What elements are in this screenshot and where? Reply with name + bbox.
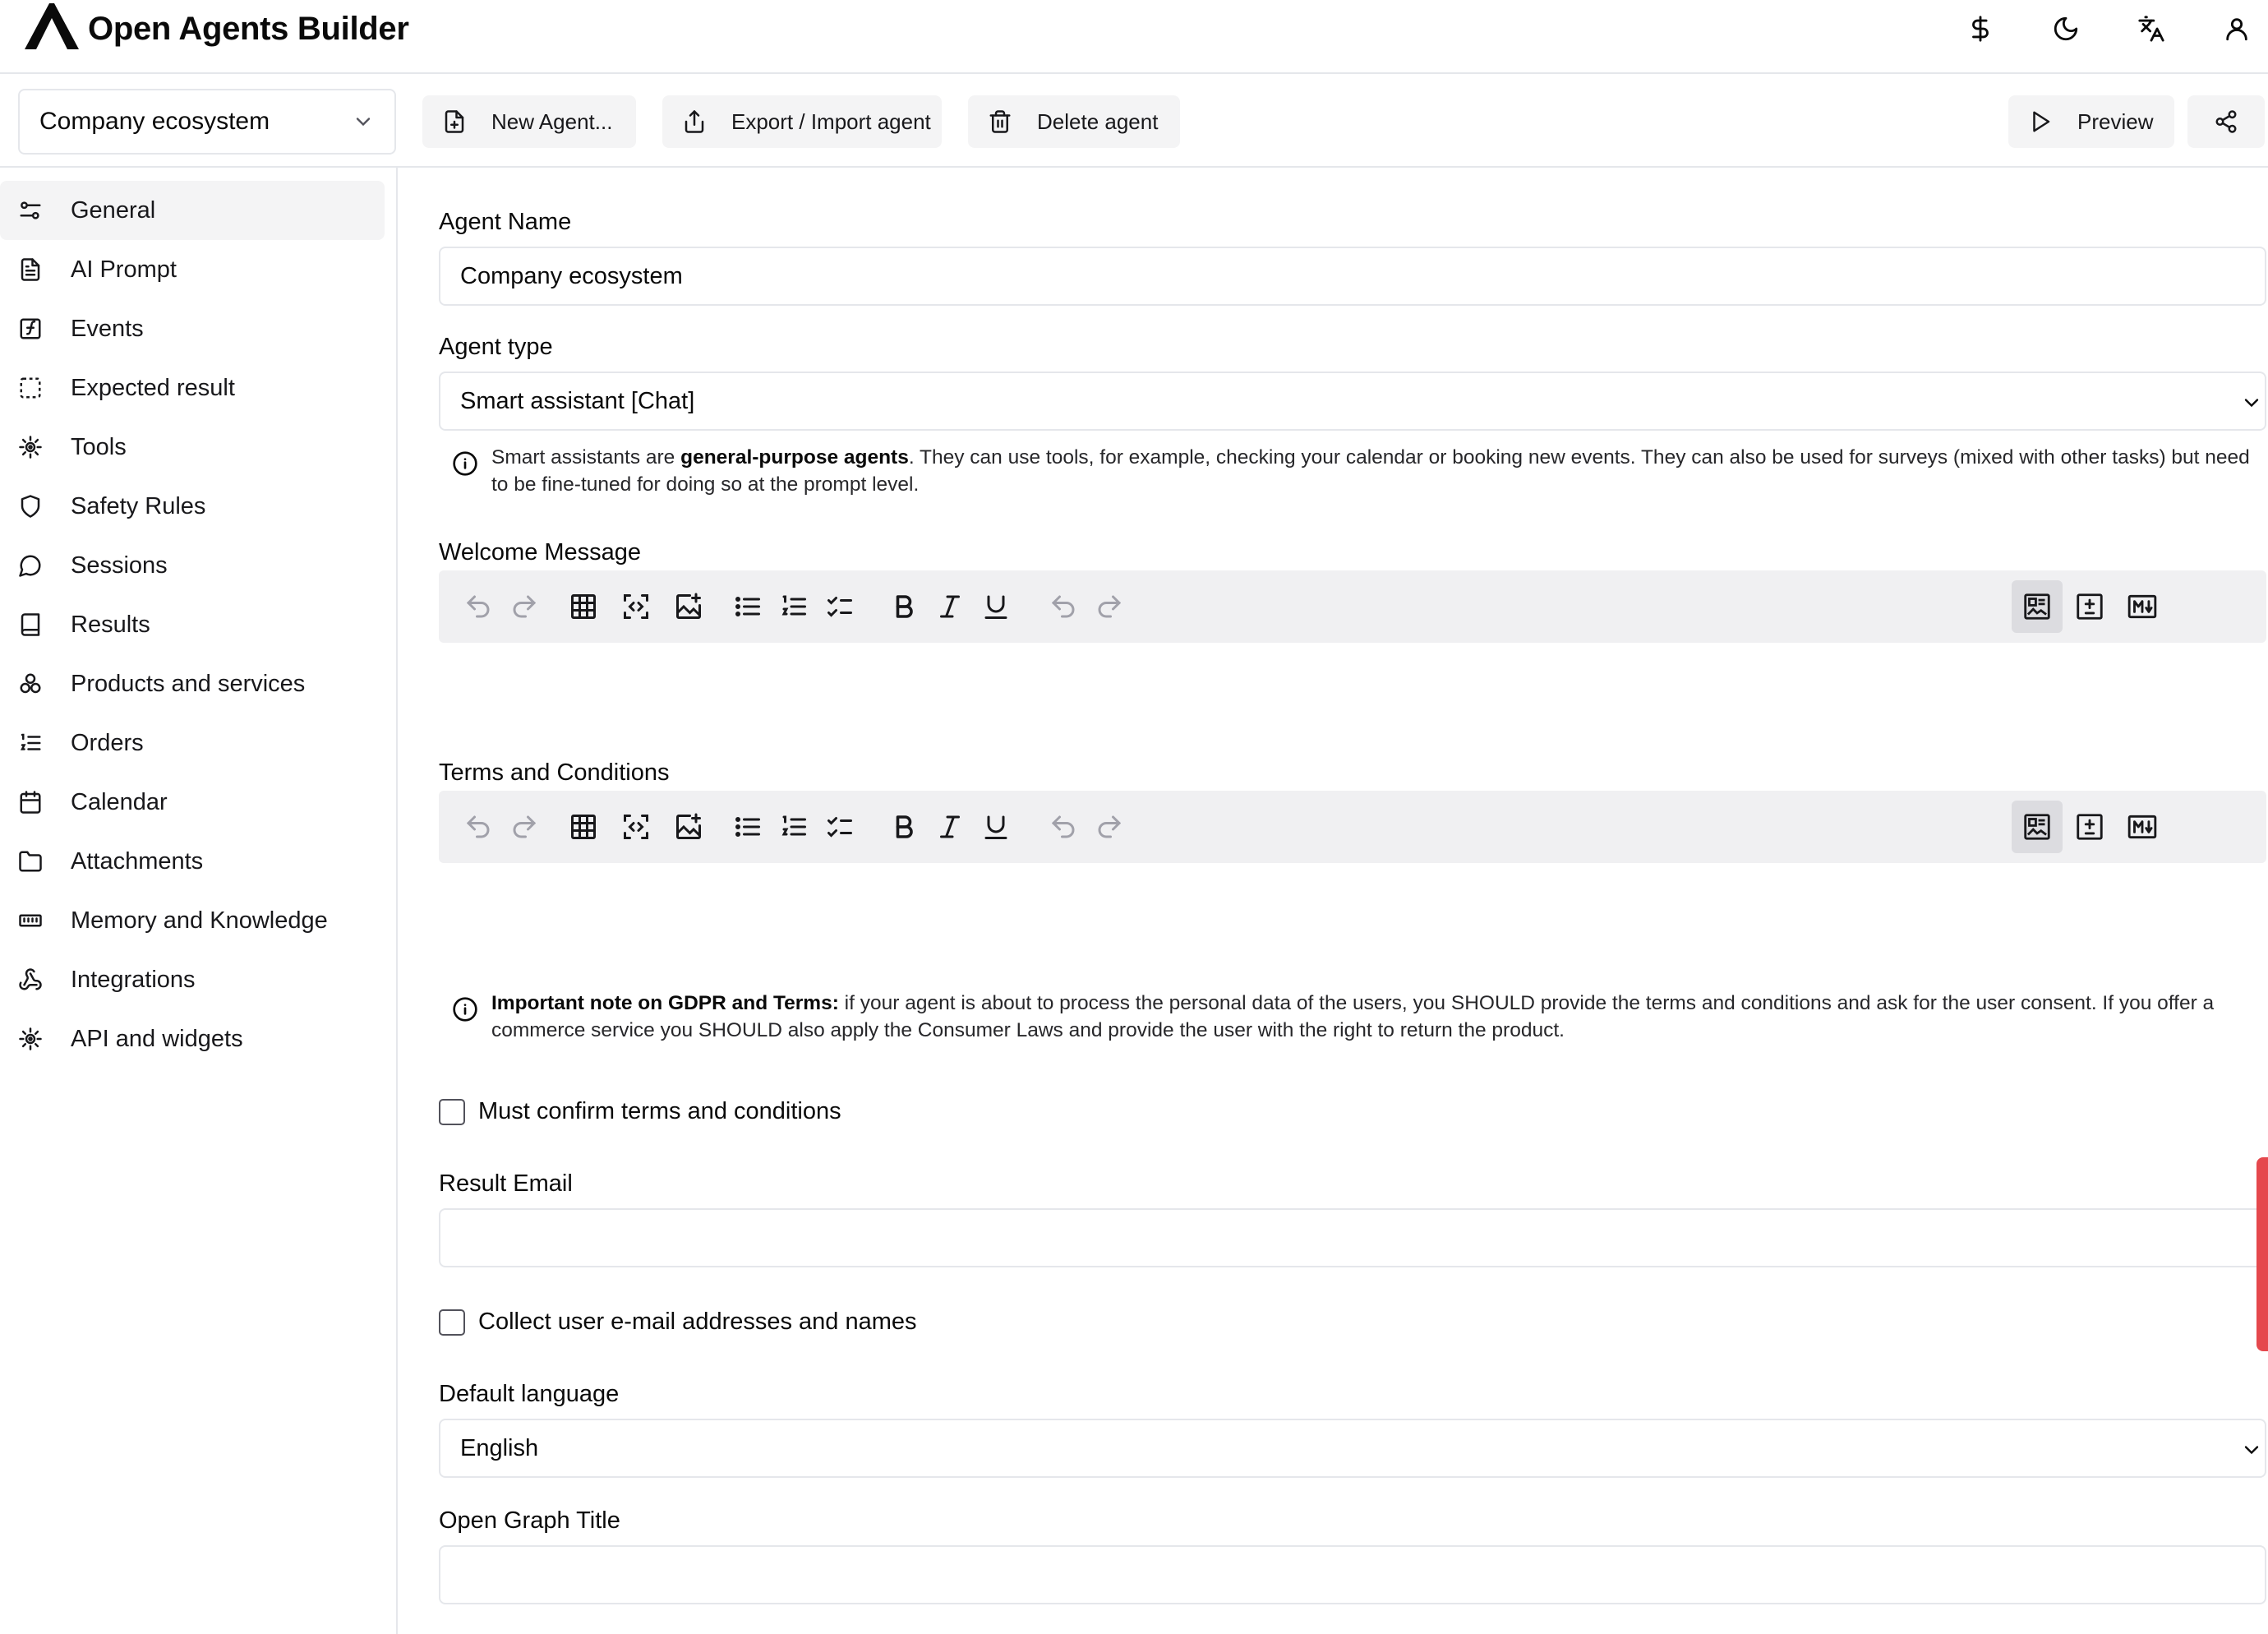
numbered-list-icon[interactable] xyxy=(776,809,812,845)
rich-text-mode-icon[interactable] xyxy=(2012,580,2063,633)
checklist-icon[interactable] xyxy=(822,589,858,625)
info-icon xyxy=(452,450,478,477)
boxes-icon xyxy=(18,672,43,696)
bullet-list-icon[interactable] xyxy=(730,589,766,625)
must-confirm-checkbox[interactable] xyxy=(439,1099,465,1125)
file-plus-icon xyxy=(442,109,467,134)
shield-icon xyxy=(18,494,43,519)
image-add-icon[interactable] xyxy=(671,809,707,845)
share-button[interactable] xyxy=(2187,95,2265,148)
export-import-button[interactable] xyxy=(662,95,942,148)
sidebar-item-calendar[interactable] xyxy=(0,773,385,832)
table-icon[interactable] xyxy=(565,809,602,845)
play-icon xyxy=(2028,109,2053,134)
calendar-icon xyxy=(18,790,43,815)
agent-type-note xyxy=(452,444,2252,498)
underline-icon[interactable] xyxy=(978,809,1014,845)
sidebar-item-label: Integrations xyxy=(71,966,196,993)
underline-icon[interactable] xyxy=(978,589,1014,625)
redo-icon[interactable] xyxy=(1091,809,1127,845)
must-confirm-terms[interactable] xyxy=(439,1098,841,1125)
sidebar-item-label: Events xyxy=(71,315,144,342)
welcome-message-label: Welcome Message xyxy=(439,539,642,565)
undo-icon[interactable] xyxy=(460,589,496,625)
chevron-down-icon xyxy=(2240,391,2263,414)
share-upload-icon xyxy=(682,109,707,134)
sidebar-item-label: Calendar xyxy=(71,788,168,815)
redo-icon[interactable] xyxy=(506,809,542,845)
preview-button[interactable] xyxy=(2008,95,2174,148)
cog-icon xyxy=(18,1027,43,1051)
sidebar-item-label: Safety Rules xyxy=(71,492,206,519)
sidebar-item-sessions[interactable] xyxy=(0,536,385,595)
chevron-down-icon xyxy=(352,110,375,133)
agent-type-label: Agent type xyxy=(439,334,553,360)
sidebar-item-label: General xyxy=(71,196,156,224)
terms-editor-toolbar xyxy=(439,791,2266,863)
diff-mode-icon[interactable] xyxy=(2064,801,2115,853)
terms-label: Terms and Conditions xyxy=(439,759,670,786)
sidebar-item-memory-and-knowledge[interactable] xyxy=(0,891,385,950)
sidebar-item-expected-result[interactable] xyxy=(0,358,385,418)
sidebar-item-label: Orders xyxy=(71,729,144,756)
agent-name-value: Company ecosystem xyxy=(460,262,683,289)
must-confirm-label: Must confirm terms and conditions xyxy=(478,1098,841,1124)
note-text: Smart assistants are xyxy=(491,446,681,469)
bullet-list-icon[interactable] xyxy=(730,809,766,845)
sidebar-item-label: Expected result xyxy=(71,374,235,401)
undo-icon[interactable] xyxy=(1045,589,1081,625)
checklist-icon[interactable] xyxy=(822,809,858,845)
export-import-label: Export / Import agent xyxy=(731,108,931,134)
dollar-icon[interactable] xyxy=(1957,8,2003,49)
chevron-down-icon xyxy=(2240,1438,2263,1461)
default-language-value: English xyxy=(460,1434,539,1461)
share-icon xyxy=(2214,109,2238,134)
info-icon xyxy=(452,996,478,1022)
agent-selector[interactable] xyxy=(18,89,396,155)
trash-icon xyxy=(988,109,1012,134)
new-agent-button[interactable] xyxy=(422,95,636,148)
file-text-icon xyxy=(18,257,43,282)
table-icon[interactable] xyxy=(565,589,602,625)
app-title: Open Agents Builder xyxy=(88,11,409,47)
top-header xyxy=(0,0,2268,74)
italic-icon[interactable] xyxy=(932,589,968,625)
gdpr-note xyxy=(452,990,2252,1044)
delete-agent-label: Delete agent xyxy=(1037,108,1159,134)
list-ordered-icon xyxy=(18,731,43,755)
sidebar-item-label: API and widgets xyxy=(71,1025,243,1052)
chat-icon xyxy=(18,553,43,578)
bold-icon[interactable] xyxy=(886,809,922,845)
app-logo-icon xyxy=(25,3,79,49)
sidebar-item-ai-prompt[interactable] xyxy=(0,240,385,299)
translate-icon[interactable] xyxy=(2128,8,2174,49)
sidebar-item-label: Memory and Knowledge xyxy=(71,907,328,934)
delete-agent-button[interactable] xyxy=(968,95,1180,148)
agent-name-label: Agent Name xyxy=(439,209,572,235)
feedback-side-tab[interactable] xyxy=(2256,1157,2268,1351)
user-icon[interactable] xyxy=(2214,8,2260,49)
memory-icon xyxy=(18,908,43,933)
note-bold: Important note on GDPR and Terms: xyxy=(491,992,839,1014)
sidebar-item-label: Products and services xyxy=(71,670,306,697)
redo-icon[interactable] xyxy=(1091,589,1127,625)
default-language-label: Default language xyxy=(439,1381,620,1407)
sidebar-item-label: Results xyxy=(71,611,150,638)
sidebar-item-products-and-services[interactable] xyxy=(0,654,385,713)
agent-selector-value: Company ecosystem xyxy=(39,108,270,135)
agent-name-input[interactable] xyxy=(439,247,2266,306)
collect-user-emails[interactable] xyxy=(439,1309,917,1336)
moon-icon[interactable] xyxy=(2043,8,2089,49)
undo-icon[interactable] xyxy=(460,809,496,845)
sidebar-item-safety-rules[interactable] xyxy=(0,477,385,536)
sidebar-item-events[interactable] xyxy=(0,299,385,358)
welcome-editor-toolbar xyxy=(439,570,2266,643)
sidebar-item-integrations[interactable] xyxy=(0,950,385,1009)
sliders-icon xyxy=(18,198,43,223)
agent-toolbar xyxy=(0,74,2268,168)
code-block-icon[interactable] xyxy=(618,809,654,845)
bold-icon[interactable] xyxy=(886,589,922,625)
sidebar-item-label: Tools xyxy=(71,433,127,460)
sidebar-item-label: Sessions xyxy=(71,552,168,579)
sidebar-item-attachments[interactable] xyxy=(0,832,385,891)
note-text: if your agent is about to process the personal data of the users, you SHOULD provide the terms and conditions and ask for the user consent. If you offer a commerce service you SHOULD also apply the Consumer Laws and provide the user with the right to return the product. xyxy=(491,992,2215,1041)
note-bold: general-purpose agents xyxy=(680,446,909,469)
note-text: . They can use tools, for example, checking your calendar or booking new events. They can also be used for surveys (mixed with other tasks) but need to be fine-tuned for doing so at the prompt level. xyxy=(491,446,2250,496)
markdown-mode-icon[interactable] xyxy=(2117,580,2168,633)
code-block-icon[interactable] xyxy=(618,589,654,625)
book-icon xyxy=(18,612,43,637)
diff-mode-icon[interactable] xyxy=(2064,580,2115,633)
cog-icon xyxy=(18,435,43,459)
sidebar-item-api-and-widgets[interactable] xyxy=(0,1009,385,1069)
result-email-label: Result Email xyxy=(439,1170,573,1197)
function-icon xyxy=(18,316,43,341)
rich-text-mode-icon[interactable] xyxy=(2012,801,2063,853)
default-language-select[interactable] xyxy=(439,1419,2266,1478)
redo-icon[interactable] xyxy=(506,589,542,625)
new-agent-label: New Agent... xyxy=(491,108,613,134)
image-add-icon[interactable] xyxy=(671,589,707,625)
og-title-label: Open Graph Title xyxy=(439,1507,620,1534)
preview-label: Preview xyxy=(2077,108,2154,134)
undo-icon[interactable] xyxy=(1045,809,1081,845)
numbered-list-icon[interactable] xyxy=(776,589,812,625)
folder-icon xyxy=(18,849,43,874)
sidebar-item-general[interactable] xyxy=(0,181,385,240)
collect-emails-checkbox[interactable] xyxy=(439,1309,465,1336)
dashed-square-icon xyxy=(18,376,43,400)
sidebar-item-label: AI Prompt xyxy=(71,256,177,283)
italic-icon[interactable] xyxy=(932,809,968,845)
webhook-icon xyxy=(18,967,43,992)
sidebar-item-results[interactable] xyxy=(0,595,385,654)
agent-type-value: Smart assistant [Chat] xyxy=(460,387,695,414)
sidebar-item-tools[interactable] xyxy=(0,418,385,477)
markdown-mode-icon[interactable] xyxy=(2117,801,2168,853)
sidebar-item-orders[interactable] xyxy=(0,713,385,773)
collect-emails-label: Collect user e-mail addresses and names xyxy=(478,1309,917,1335)
sidebar-item-label: Attachments xyxy=(71,847,204,875)
agent-type-select[interactable] xyxy=(439,372,2266,431)
result-email-input[interactable] xyxy=(439,1208,2266,1267)
og-title-input[interactable] xyxy=(439,1545,2266,1604)
sidebar xyxy=(0,168,398,1634)
